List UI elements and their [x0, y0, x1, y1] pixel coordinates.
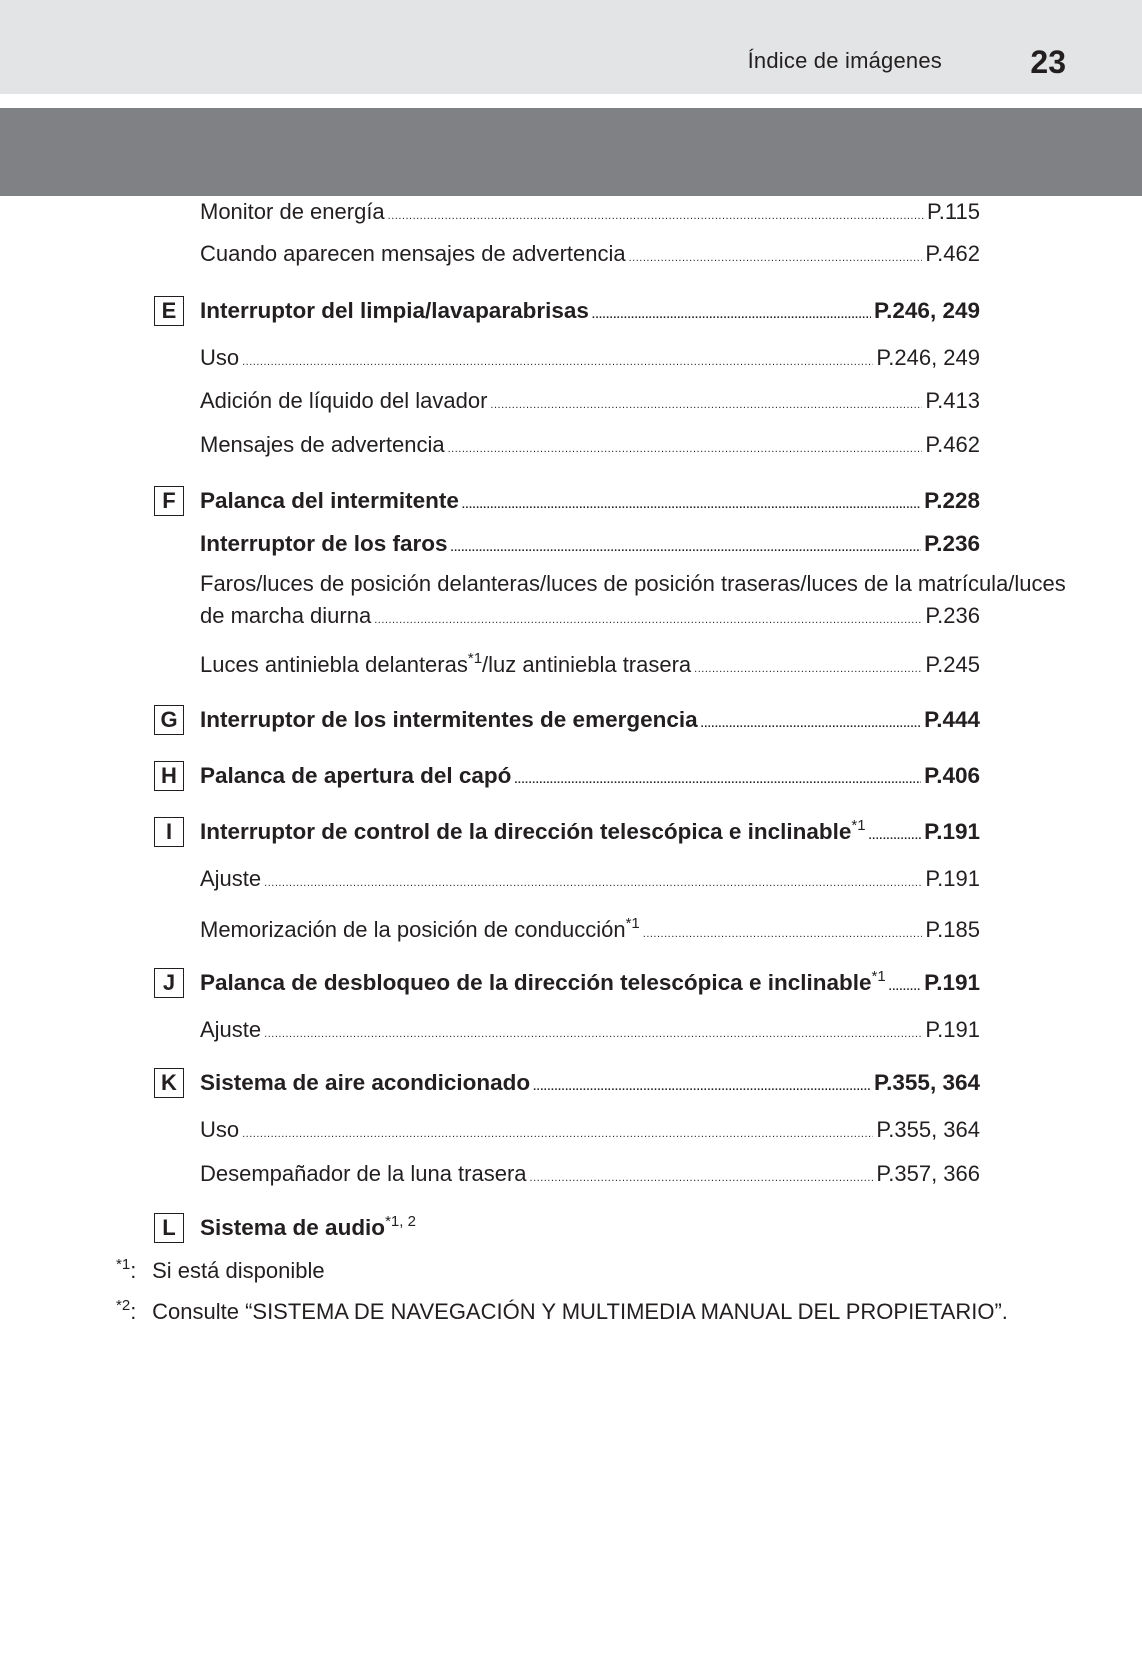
- entry-luces-antiniebla[interactable]: [200, 651, 980, 683]
- footnote-separator: :: [130, 1299, 137, 1324]
- entry-label: Uso: [200, 345, 240, 370]
- footnote-ref: *1: [467, 650, 483, 667]
- entry-label: Monitor de energía: [200, 199, 385, 224]
- entry-label: Interruptor del limpia/lavaparabrisas: [200, 298, 589, 323]
- leader-dots: [490, 391, 922, 419]
- entry-label: [200, 818, 866, 846]
- entry-label: Mensajes de advertencia: [200, 432, 445, 457]
- entry-mensajes-advertencia[interactable]: [200, 240, 980, 272]
- entry-label: [200, 651, 691, 679]
- entry-label: Adición de líquido del lavador: [200, 388, 488, 413]
- leader-dots: [530, 1164, 874, 1192]
- page-ref[interactable]: P.413: [925, 388, 980, 413]
- entry-label: de marcha diurna: [200, 603, 372, 628]
- page-ref[interactable]: P.406: [924, 763, 980, 788]
- entry-aire-uso[interactable]: [200, 1116, 980, 1148]
- entry-liquido-lavador[interactable]: [200, 387, 980, 419]
- page-ref[interactable]: P.246, 249: [874, 298, 980, 323]
- leader-dots: [462, 491, 921, 519]
- section-title: Índice de imágenes: [747, 48, 942, 73]
- leader-dots: [629, 244, 923, 272]
- page-ref[interactable]: P.246, 249: [876, 345, 980, 370]
- entry-faros-luces[interactable]: [200, 602, 980, 634]
- page-ref[interactable]: P.355, 364: [874, 1070, 980, 1095]
- page-ref[interactable]: P.191: [925, 866, 980, 891]
- page-ref[interactable]: P.355, 364: [876, 1117, 980, 1142]
- leader-dots: [694, 655, 922, 683]
- entry-limpia-mensajes[interactable]: [200, 431, 980, 463]
- leader-dots: [242, 348, 873, 376]
- footnote-mark: *2: [116, 1297, 131, 1314]
- letter-marker-g: G: [154, 705, 184, 735]
- footnote-ref: *1: [871, 968, 886, 985]
- entry-label-part: Sistema de audio: [200, 1215, 386, 1240]
- entry-monitor-energia[interactable]: [200, 198, 980, 230]
- letter-marker-j: J: [154, 968, 184, 998]
- page-ref[interactable]: P.115: [926, 199, 980, 224]
- page-ref[interactable]: P.228: [924, 488, 980, 513]
- letter-marker-k: K: [154, 1068, 184, 1098]
- entry-label: Ajuste: [200, 1017, 262, 1042]
- footnote-1: [116, 1257, 325, 1285]
- footnote-ref: *1: [851, 817, 866, 834]
- entry-limpia-uso[interactable]: [200, 344, 980, 376]
- leader-dots: [448, 435, 923, 463]
- letter-marker-l: L: [154, 1213, 184, 1243]
- entry-label-part: Luces antiniebla delanteras: [200, 652, 468, 677]
- page-ref[interactable]: P.236: [924, 531, 980, 556]
- entry-label: [200, 1214, 416, 1242]
- page-ref[interactable]: P.191: [925, 1017, 980, 1042]
- entry-memorizacion-posicion[interactable]: [200, 916, 980, 948]
- footnote-mark: *1: [116, 1256, 131, 1273]
- footnote-text: Consulte “SISTEMA DE NAVEGACIÓN Y MULTIMEDIA MANUAL DEL PROPIETARIO”.: [152, 1299, 1008, 1324]
- entry-label: Cuando aparecen mensajes de advertencia: [200, 241, 626, 266]
- entry-label: [200, 969, 886, 997]
- entry-apertura-capo[interactable]: [200, 762, 980, 794]
- entry-label: Sistema de aire acondicionado: [200, 1070, 531, 1095]
- entry-label: Palanca del intermitente: [200, 488, 459, 513]
- entry-interruptor-faros[interactable]: [200, 530, 980, 562]
- letter-marker-e: E: [154, 296, 184, 326]
- page-ref[interactable]: P.444: [924, 707, 980, 732]
- entry-label: Uso: [200, 1117, 240, 1142]
- entry-label: Interruptor de los intermitentes de emergencia: [200, 707, 698, 732]
- letter-marker-i: I: [154, 817, 184, 847]
- entry-direccion-telescopica-desbloqueo[interactable]: [200, 969, 980, 1001]
- leader-dots: [264, 869, 922, 897]
- footnote-marker: [116, 1298, 146, 1326]
- leader-dots: [889, 973, 921, 1001]
- entry-direccion-telescopica-control[interactable]: [200, 818, 980, 850]
- entry-label-part: Memorización de la posición de conducción: [200, 917, 626, 942]
- entry-faros-luces-line1: Faros/luces de posición delanteras/luces de posición traseras/luces de la matrícula/luces: [200, 571, 1066, 596]
- footnote-ref: *1, 2: [385, 1213, 416, 1230]
- page-ref[interactable]: P.462: [925, 241, 980, 266]
- page-ref[interactable]: P.191: [924, 970, 980, 995]
- entry-label: Palanca de apertura del capó: [200, 763, 512, 788]
- letter-marker-h: H: [154, 761, 184, 791]
- page-ref[interactable]: P.462: [925, 432, 980, 457]
- footnote-ref: *1: [625, 915, 640, 932]
- entry-label: Ajuste: [200, 866, 262, 891]
- letter-marker-f: F: [154, 486, 184, 516]
- leader-dots: [592, 301, 871, 329]
- leader-dots: [514, 766, 921, 794]
- entry-label: Desempañador de la luna trasera: [200, 1161, 527, 1186]
- entry-label-part: Palanca de desbloqueo de la dirección telescópica e inclinable: [200, 970, 872, 995]
- leader-dots: [451, 534, 922, 562]
- entry-label-part: /luz antiniebla trasera: [482, 652, 692, 677]
- page-number: 23: [1030, 44, 1066, 80]
- footnote-separator: :: [130, 1258, 137, 1283]
- entry-desempanador[interactable]: [200, 1160, 980, 1192]
- page-ref[interactable]: P.245: [925, 652, 980, 677]
- leader-dots: [388, 202, 924, 230]
- entry-label-part: Interruptor de control de la dirección telescópica e inclinable: [200, 819, 852, 844]
- leader-dots: [533, 1073, 871, 1101]
- leader-dots: [643, 920, 923, 948]
- entry-label: Interruptor de los faros: [200, 531, 448, 556]
- leader-dots: [242, 1120, 873, 1148]
- entry-intermitentes-emergencia[interactable]: [200, 706, 980, 738]
- page-ref[interactable]: P.357, 366: [876, 1161, 980, 1186]
- entry-limpiaparabrisas[interactable]: [200, 297, 980, 329]
- footnote-2: [116, 1298, 1008, 1326]
- footnote-text: Si está disponible: [152, 1258, 325, 1283]
- footnote-marker: [116, 1257, 146, 1285]
- leader-dots: [869, 822, 921, 850]
- page-ref[interactable]: P.236: [925, 603, 980, 628]
- entry-label: [200, 916, 640, 944]
- leader-dots: [701, 710, 921, 738]
- entry-desbloqueo-ajuste[interactable]: [200, 1016, 980, 1048]
- entry-sistema-audio[interactable]: [200, 1214, 980, 1242]
- entry-aire-acondicionado[interactable]: [200, 1069, 980, 1101]
- leader-dots: [264, 1020, 922, 1048]
- entry-direccion-ajuste[interactable]: [200, 865, 980, 897]
- leader-dots: [374, 606, 922, 634]
- page-ref[interactable]: P.191: [924, 819, 980, 844]
- page-ref[interactable]: P.185: [925, 917, 980, 942]
- entry-palanca-intermitente[interactable]: [200, 487, 980, 519]
